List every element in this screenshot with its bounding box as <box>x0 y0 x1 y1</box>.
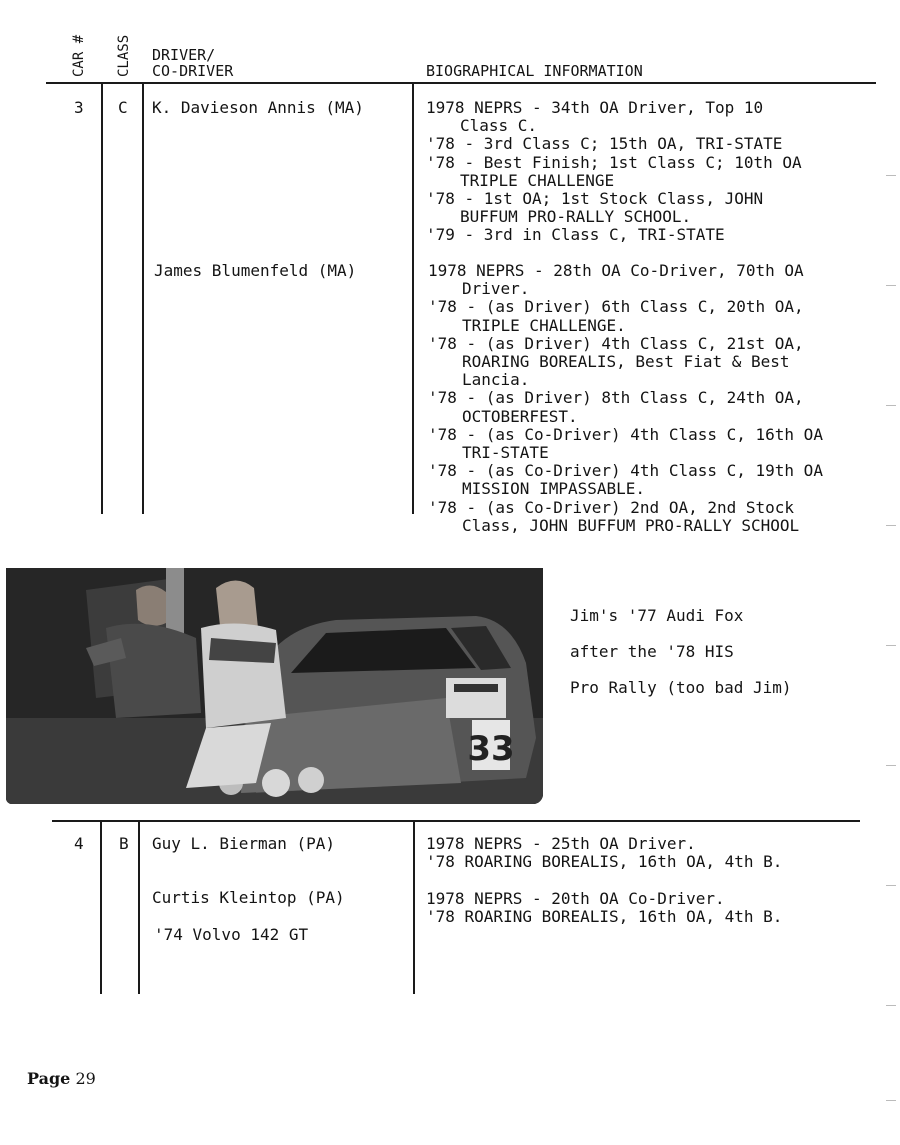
driver-bio-line: 1978 NEPRS - 25th OA Driver. <box>426 834 696 853</box>
class-value: B <box>119 834 129 853</box>
driver-header-line1: DRIVER/ <box>152 46 216 64</box>
column-rule-3 <box>412 84 414 514</box>
bio-line: '78 - (as Driver) 6th Class C, 20th OA, <box>428 297 804 317</box>
photo-caption <box>570 598 792 706</box>
entry-2-rule <box>52 820 860 822</box>
bio-line: '78 - (as Co-Driver) 4th Class C, 19th OA <box>428 461 823 481</box>
margin-tick <box>886 645 896 646</box>
bio-line: '79 - 3rd in Class C, TRI-STATE <box>426 225 725 245</box>
car-number-decal: 33 <box>467 729 515 769</box>
bio-line: '78 - (as Driver) 4th Class C, 21st OA, <box>428 333 804 353</box>
driver-name: K. Davieson Annis (MA) <box>152 98 364 117</box>
column-rule-3 <box>413 822 415 994</box>
bio-line: Driver. <box>462 279 530 299</box>
driver-bio <box>426 99 802 245</box>
margin-tick <box>886 1100 896 1101</box>
header-rule <box>46 82 876 84</box>
bio-line: BUFFUM PRO-RALLY SCHOOL. <box>460 207 692 227</box>
column-rule-1 <box>100 822 102 994</box>
margin-tick <box>886 405 896 406</box>
margin-tick <box>886 885 896 886</box>
bio-line: '78 - Best Finish; 1st Class C; 10th OA <box>426 152 802 172</box>
driver-bio-line: '78 ROARING BOREALIS, 16th OA, 4th B. <box>426 852 783 871</box>
column-rule-2 <box>142 84 144 514</box>
driver-header-line2: CO-DRIVER <box>152 62 234 80</box>
margin-tick <box>886 285 896 286</box>
caption-line: after the '78 HIS <box>570 642 734 661</box>
codriver-bio-line: '78 ROARING BOREALIS, 16th OA, 4th B. <box>426 907 783 926</box>
bio-line: ROARING BOREALIS, Best Fiat & Best <box>462 352 790 372</box>
bio-line: '78 - (as Co-Driver) 2nd OA, 2nd Stock <box>428 497 795 517</box>
bio-line: Class, JOHN BUFFUM PRO-RALLY SCHOOL <box>462 515 800 535</box>
bio-header: BIOGRAPHICAL INFORMATION <box>426 62 643 80</box>
column-rule-1 <box>101 84 103 514</box>
margin-tick <box>886 765 896 766</box>
margin-tick <box>886 525 896 526</box>
page-number: 29 <box>75 1069 96 1088</box>
bio-line: OCTOBERFEST. <box>462 406 578 426</box>
car-number: 3 <box>74 98 84 117</box>
margin-tick <box>886 175 896 176</box>
vehicle-model: '74 Volvo 142 GT <box>154 925 309 944</box>
bio-line: '78 - (as Driver) 8th Class C, 24th OA, <box>428 388 804 408</box>
bio-line: MISSION IMPASSABLE. <box>462 479 646 499</box>
rally-car-photo <box>6 568 543 804</box>
page-label: Page <box>27 1069 71 1088</box>
bio-line: 1978 NEPRS - 28th OA Co-Driver, 70th OA <box>428 261 804 280</box>
bio-line: '78 - 1st OA; 1st Stock Class, JOHN <box>426 189 764 209</box>
page-footer <box>27 1069 96 1088</box>
bio-line: Lancia. <box>462 370 530 390</box>
caption-line: Jim's '77 Audi Fox <box>570 606 744 625</box>
class-header: CLASS <box>116 34 132 77</box>
bio-line: TRIPLE CHALLENGE. <box>462 315 626 335</box>
column-rule-2 <box>138 822 140 994</box>
car-number-header: CAR # <box>71 34 87 77</box>
codriver-name: Curtis Kleintop (PA) <box>152 888 345 907</box>
codriver-name: James Blumenfeld (MA) <box>154 261 357 280</box>
class-value: C <box>118 98 128 117</box>
bio-line: '78 - 3rd Class C; 15th OA, TRI-STATE <box>426 134 783 154</box>
car-number: 4 <box>74 834 84 853</box>
bio-line: '78 - (as Co-Driver) 4th Class C, 16th OA <box>428 424 823 444</box>
bio-line: Class C. <box>460 116 538 136</box>
bio-line: TRI-STATE <box>462 443 549 463</box>
bio-line: 1978 NEPRS - 34th OA Driver, Top 10 <box>426 98 764 117</box>
margin-tick <box>886 1005 896 1006</box>
codriver-bio <box>428 262 823 535</box>
driver-name: Guy L. Bierman (PA) <box>152 834 336 853</box>
rally-car-illustration <box>6 568 543 804</box>
bio-line: TRIPLE CHALLENGE <box>460 170 615 190</box>
codriver-bio-line: 1978 NEPRS - 20th OA Co-Driver. <box>426 889 725 908</box>
caption-line: Pro Rally (too bad Jim) <box>570 678 792 697</box>
